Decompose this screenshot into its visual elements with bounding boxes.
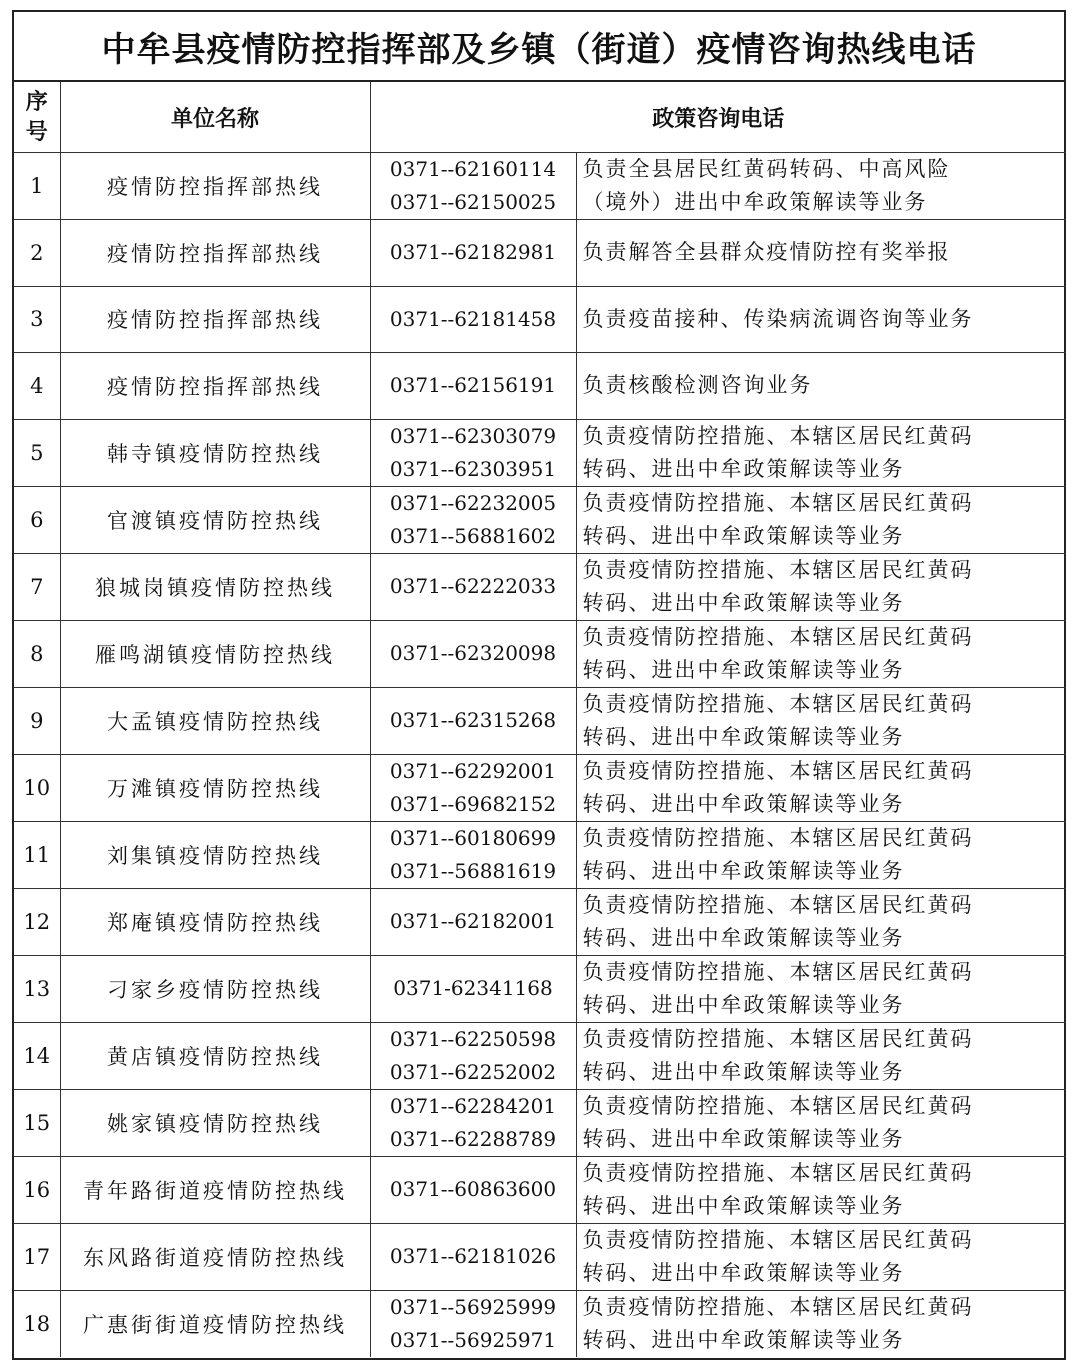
table-row bbox=[14, 1290, 1066, 1357]
row-description bbox=[576, 153, 1066, 220]
row-description bbox=[576, 220, 1066, 287]
table-row bbox=[14, 1156, 1066, 1223]
phone-number[interactable]: 0371--62182001 bbox=[389, 909, 557, 933]
description-line: 负责全县居民红黄码转码、中高风险 bbox=[582, 157, 951, 181]
row-unit-name: 疫情防控指挥部热线 bbox=[60, 153, 370, 220]
phone-number[interactable]: 0371--62150025 bbox=[389, 190, 557, 214]
table-row bbox=[14, 821, 1066, 888]
table-row bbox=[14, 286, 1066, 353]
row-seq: 2 bbox=[14, 220, 60, 287]
row-phones bbox=[370, 353, 576, 420]
row-seq: 1 bbox=[14, 153, 60, 220]
table-body bbox=[14, 153, 1066, 1357]
table-row bbox=[14, 1223, 1066, 1290]
row-phones bbox=[370, 1290, 576, 1357]
description-line: 负责疫情防控措施、本辖区居民红黄码 bbox=[582, 423, 974, 448]
description-line: 负责疫情防控措施、本辖区居民红黄码 bbox=[582, 624, 974, 649]
row-description bbox=[576, 353, 1066, 420]
phone-number[interactable]: 0371--62181026 bbox=[389, 1244, 557, 1268]
header-phone: 政策咨询电话 bbox=[370, 82, 1066, 153]
phone-number[interactable]: 0371--69682152 bbox=[389, 791, 557, 816]
phone-number[interactable]: 0371-62341168 bbox=[393, 976, 553, 1000]
table-row bbox=[14, 220, 1066, 287]
phone-number[interactable]: 0371--62252002 bbox=[389, 1059, 557, 1084]
description-line: 负责疫情防控措施、本辖区居民红黄码 bbox=[582, 1026, 974, 1051]
description-line: 转码、进出中牟政策解读等业务 bbox=[582, 523, 905, 548]
description-line: 负责疫苗接种、传染病流调咨询等业务 bbox=[582, 306, 974, 331]
phone-number[interactable]: 0371--62160114 bbox=[389, 157, 557, 181]
row-unit-name: 狼城岗镇疫情防控热线 bbox=[60, 553, 370, 620]
phone-number[interactable]: 0371--62303951 bbox=[389, 456, 557, 481]
description-line: 负责核酸检测咨询业务 bbox=[582, 373, 813, 398]
description-line: 负责疫情防控措施、本辖区居民红黄码 bbox=[582, 959, 974, 984]
row-unit-name: 刁家乡疫情防控热线 bbox=[60, 955, 370, 1022]
table-row bbox=[14, 553, 1066, 620]
row-unit-name: 疫情防控指挥部热线 bbox=[60, 220, 370, 287]
description-line: 负责疫情防控措施、本辖区居民红黄码 bbox=[582, 691, 974, 716]
row-phones bbox=[370, 687, 576, 754]
row-unit-name: 雁鸣湖镇疫情防控热线 bbox=[60, 620, 370, 687]
description-line: 负责解答全县群众疫情防控有奖举报 bbox=[582, 240, 951, 265]
header-seq-line1: 序 bbox=[25, 89, 48, 115]
table-row bbox=[14, 419, 1066, 486]
row-seq: 17 bbox=[14, 1223, 60, 1290]
table-row bbox=[14, 955, 1066, 1022]
table-row bbox=[14, 486, 1066, 553]
row-description bbox=[576, 1223, 1066, 1290]
row-seq: 15 bbox=[14, 1089, 60, 1156]
header-unit: 单位名称 bbox=[60, 82, 370, 153]
row-seq: 9 bbox=[14, 687, 60, 754]
description-line: 负责疫情防控措施、本辖区居民红黄码 bbox=[582, 758, 974, 783]
row-seq: 18 bbox=[14, 1290, 60, 1357]
row-phones bbox=[370, 1156, 576, 1223]
description-line: 负责疫情防控措施、本辖区居民红黄码 bbox=[582, 557, 974, 582]
row-unit-name: 韩寺镇疫情防控热线 bbox=[60, 419, 370, 486]
row-description bbox=[576, 1089, 1066, 1156]
phone-number[interactable]: 0371--62288789 bbox=[389, 1126, 557, 1151]
row-unit-name: 青年路街道疫情防控热线 bbox=[60, 1156, 370, 1223]
row-description bbox=[576, 888, 1066, 955]
row-seq: 12 bbox=[14, 888, 60, 955]
row-unit-name: 疫情防控指挥部热线 bbox=[60, 353, 370, 420]
description-line: 转码、进出中牟政策解读等业务 bbox=[582, 1193, 905, 1218]
description-line: 转码、进出中牟政策解读等业务 bbox=[582, 791, 905, 816]
row-seq: 10 bbox=[14, 754, 60, 821]
phone-number[interactable]: 0371--56881602 bbox=[389, 523, 557, 548]
row-phones bbox=[370, 286, 576, 353]
row-description bbox=[576, 286, 1066, 353]
phone-number[interactable]: 0371--62320098 bbox=[389, 641, 557, 665]
row-unit-name: 姚家镇疫情防控热线 bbox=[60, 1089, 370, 1156]
phone-number[interactable]: 0371--62250598 bbox=[389, 1026, 557, 1051]
description-line: 负责疫情防控措施、本辖区居民红黄码 bbox=[582, 825, 974, 850]
row-description bbox=[576, 620, 1066, 687]
description-line: 转码、进出中牟政策解读等业务 bbox=[582, 1260, 905, 1285]
description-line: 转码、进出中牟政策解读等业务 bbox=[582, 724, 905, 749]
hotline-table bbox=[14, 82, 1066, 1357]
row-description bbox=[576, 486, 1066, 553]
row-seq: 3 bbox=[14, 286, 60, 353]
phone-number[interactable]: 0371--56925971 bbox=[389, 1327, 557, 1352]
description-line: 转码、进出中牟政策解读等业务 bbox=[582, 456, 905, 481]
document-title: 中牟县疫情防控指挥部及乡镇（街道）疫情咨询热线电话 bbox=[14, 12, 1064, 82]
description-line: 转码、进出中牟政策解读等业务 bbox=[582, 1059, 905, 1084]
description-line: 转码、进出中牟政策解读等业务 bbox=[582, 590, 905, 615]
row-unit-name: 广惠街街道疫情防控热线 bbox=[60, 1290, 370, 1357]
row-unit-name: 大孟镇疫情防控热线 bbox=[60, 687, 370, 754]
description-line: 负责疫情防控措施、本辖区居民红黄码 bbox=[582, 490, 974, 515]
table-row bbox=[14, 1089, 1066, 1156]
row-seq: 16 bbox=[14, 1156, 60, 1223]
table-row bbox=[14, 353, 1066, 420]
row-seq: 7 bbox=[14, 553, 60, 620]
description-line: 转码、进出中牟政策解读等业务 bbox=[582, 992, 905, 1017]
phone-number[interactable]: 0371--62292001 bbox=[389, 758, 557, 783]
description-line: 负责疫情防控措施、本辖区居民红黄码 bbox=[582, 1160, 974, 1185]
table-row bbox=[14, 620, 1066, 687]
phone-number[interactable]: 0371--56925999 bbox=[389, 1294, 557, 1319]
row-description bbox=[576, 419, 1066, 486]
row-unit-name: 郑庵镇疫情防控热线 bbox=[60, 888, 370, 955]
row-phones bbox=[370, 1223, 576, 1290]
description-line: 转码、进出中牟政策解读等业务 bbox=[582, 1327, 905, 1352]
row-seq: 6 bbox=[14, 486, 60, 553]
row-phones bbox=[370, 1089, 576, 1156]
row-phones bbox=[370, 821, 576, 888]
table-row bbox=[14, 153, 1066, 220]
row-description bbox=[576, 955, 1066, 1022]
row-phones bbox=[370, 888, 576, 955]
phone-number[interactable]: 0371--62315268 bbox=[389, 708, 557, 732]
row-phones bbox=[370, 754, 576, 821]
row-seq: 8 bbox=[14, 620, 60, 687]
description-line: 负责疫情防控措施、本辖区居民红黄码 bbox=[582, 1294, 974, 1319]
row-phones bbox=[370, 220, 576, 287]
description-line: 转码、进出中牟政策解读等业务 bbox=[582, 1126, 905, 1151]
phone-number[interactable]: 0371--60180699 bbox=[389, 825, 557, 850]
row-seq: 14 bbox=[14, 1022, 60, 1089]
row-description bbox=[576, 1290, 1066, 1357]
row-unit-name: 东风路街道疫情防控热线 bbox=[60, 1223, 370, 1290]
row-unit-name: 黄店镇疫情防控热线 bbox=[60, 1022, 370, 1089]
row-phones bbox=[370, 419, 576, 486]
phone-number[interactable]: 0371--62222033 bbox=[389, 574, 557, 598]
description-line: （境外）进出中牟政策解读等业务 bbox=[582, 190, 928, 214]
phone-number[interactable]: 0371--62182981 bbox=[389, 240, 557, 265]
row-description bbox=[576, 1156, 1066, 1223]
row-description bbox=[576, 687, 1066, 754]
row-description bbox=[576, 821, 1066, 888]
row-seq: 13 bbox=[14, 955, 60, 1022]
row-phones bbox=[370, 153, 576, 220]
row-phones bbox=[370, 955, 576, 1022]
header-seq-line2: 号 bbox=[25, 119, 48, 145]
phone-number[interactable]: 0371--62284201 bbox=[389, 1093, 557, 1118]
table-row bbox=[14, 687, 1066, 754]
row-seq: 11 bbox=[14, 821, 60, 888]
row-unit-name: 万滩镇疫情防控热线 bbox=[60, 754, 370, 821]
hotline-document bbox=[12, 10, 1066, 1360]
header-row bbox=[14, 82, 1066, 153]
phone-number[interactable]: 0371--60863600 bbox=[389, 1177, 557, 1201]
row-unit-name: 刘集镇疫情防控热线 bbox=[60, 821, 370, 888]
phone-number[interactable]: 0371--56881619 bbox=[389, 858, 557, 883]
description-line: 转码、进出中牟政策解读等业务 bbox=[582, 925, 905, 950]
row-unit-name: 官渡镇疫情防控热线 bbox=[60, 486, 370, 553]
phone-number[interactable]: 0371--62156191 bbox=[389, 373, 557, 398]
table-row bbox=[14, 754, 1066, 821]
row-description bbox=[576, 1022, 1066, 1089]
description-line: 负责疫情防控措施、本辖区居民红黄码 bbox=[582, 1093, 974, 1118]
phone-number[interactable]: 0371--62303079 bbox=[389, 423, 557, 448]
row-unit-name: 疫情防控指挥部热线 bbox=[60, 286, 370, 353]
table-row bbox=[14, 888, 1066, 955]
row-phones bbox=[370, 1022, 576, 1089]
description-line: 转码、进出中牟政策解读等业务 bbox=[582, 657, 905, 682]
row-description bbox=[576, 553, 1066, 620]
description-line: 负责疫情防控措施、本辖区居民红黄码 bbox=[582, 1227, 974, 1252]
row-phones bbox=[370, 620, 576, 687]
phone-number[interactable]: 0371--62232005 bbox=[389, 490, 557, 515]
row-phones bbox=[370, 486, 576, 553]
header-seq bbox=[14, 82, 60, 153]
row-seq: 5 bbox=[14, 419, 60, 486]
row-phones bbox=[370, 553, 576, 620]
phone-number[interactable]: 0371--62181458 bbox=[389, 306, 557, 331]
row-description bbox=[576, 754, 1066, 821]
description-line: 负责疫情防控措施、本辖区居民红黄码 bbox=[582, 892, 974, 917]
table-row bbox=[14, 1022, 1066, 1089]
row-seq: 4 bbox=[14, 353, 60, 420]
description-line: 转码、进出中牟政策解读等业务 bbox=[582, 858, 905, 883]
